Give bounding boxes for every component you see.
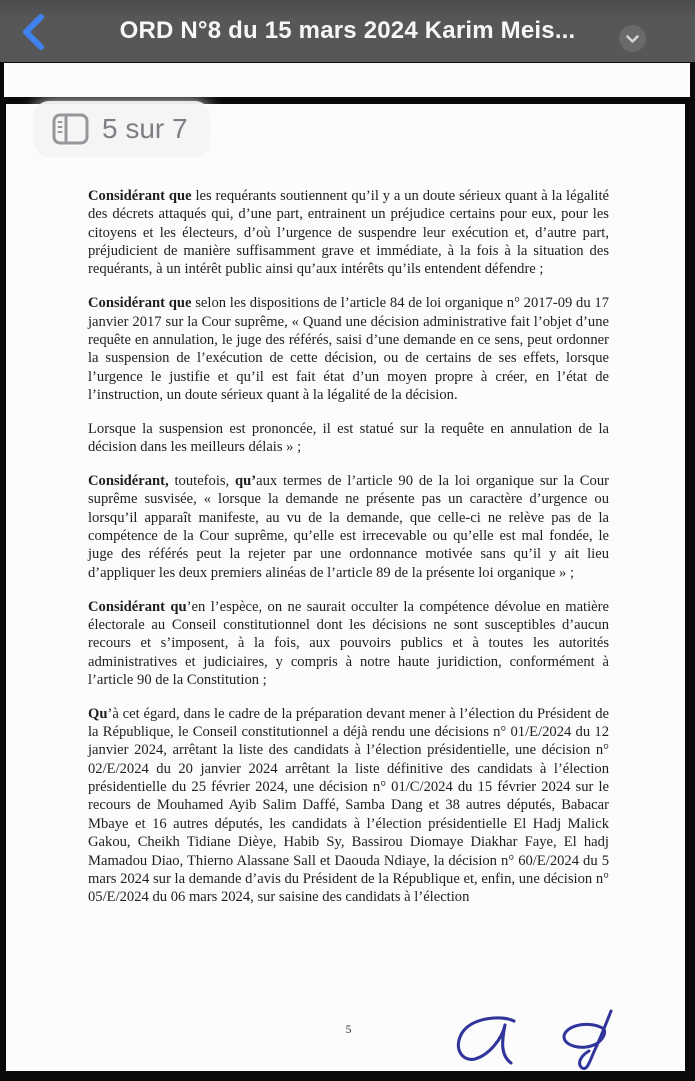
paragraph-lead: Considérant que xyxy=(88,188,196,204)
signature-paraph-alpha-icon xyxy=(450,1014,528,1075)
paragraph xyxy=(88,420,609,457)
paragraph-lead: Qu xyxy=(88,705,108,722)
paragraph xyxy=(88,705,609,907)
chevron-down-icon xyxy=(619,40,646,55)
previous-page-edge xyxy=(4,63,690,97)
chevron-left-icon xyxy=(20,12,46,55)
paragraph-lead: Considérant, xyxy=(88,472,169,489)
page-number: 5 xyxy=(345,1024,352,1036)
paragraph-text: ’à cet égard, dans le cadre de la préparation devant mener à l’élection du Président de la République, le Conseil constitutionnel a déjà rendu une décisions n° 01/E/2024 du 12 janvier 2024, arrêtant la liste des candidats à l’élection présidentielle, une décision n° 02/E/2024 du 20 janvier 2024 arrêtant la liste définitive des candidats à l’élection présidentielle du 25 février 2024, une décision n° 01/C/2024 du 15 février 2024 sur le recours de Mouhamed Ayib Salim Daffé, Samba Dang et 38 autres députés, Babacar Mbaye et 16 autres députés, les candidats à l’élection présidentielle El Hadj Malick Gakou, Cheikh Tidiane Dièye, Habib Sy, Bassirou Diomaye Diakhar Faye, El hadj Mamadou Diao, Thierno Alassane Sall et Daouda Ndiaye, la décision n° 60/E/2024 du 5 mars 2024 sur la demande d’avis du Président de la République et, enfin, une décision n° 05/E/2024 du 06 mars 2024, sur saisine des candidats à l’élection xyxy=(88,705,609,906)
paragraph-lead: Considérant qu xyxy=(88,598,187,615)
back-button[interactable] xyxy=(16,14,50,52)
paragraph-text: les requérants soutiennent qu’il y a un doute sérieux quant à la légalité des décrets attaqués qui, d’une part, entrainent un préjudice certains pour eux, pour les citoyens et les électeurs, d’où l’urgence de suspendre leur exécution et, d’autre part, préjudicient de manière suffisamment grave et immédiate, à la fois à la situation des requérants, à un intérêt public ainsi qu’aux intérêts qu’ils entendent défendre ; xyxy=(88,188,609,278)
paragraph-lead: qu’ xyxy=(235,472,257,489)
document-title: ORD N°8 du 15 mars 2024 Karim Meis... xyxy=(119,17,576,44)
signature-paraph-phi-icon xyxy=(558,1008,620,1081)
header-bar xyxy=(0,0,695,62)
page-indicator-label: 5 sur 7 xyxy=(102,113,188,144)
paragraph-text: selon les dispositions de l’article 84 de loi organique n° 2017-09 du 17 janvier 2017 sur la Cour suprême, « Quand une décision administrative fait l’objet d’une requête en annulation, le juge des référés, saisi d’une demande en ce sens, peut ordonner la suspension de l’exécution de cette décision, ou de certains de ses effets, lorsque l’urgence le justifie et qu’il est fait état d’un moyen propre à créer, en l’état de l’instruction, un doute sérieux quant à la légalité de la décision. xyxy=(88,295,609,403)
paragraph xyxy=(88,598,609,690)
paragraph-lead: Considérant que xyxy=(88,295,196,312)
paragraph-text: toutefois, xyxy=(168,472,236,489)
page-thumbnail-icon xyxy=(52,113,89,145)
document-text xyxy=(88,187,609,907)
paragraph xyxy=(88,472,609,582)
page-indicator[interactable] xyxy=(34,101,210,157)
paragraph-text: aux termes de l’article 90 de la loi organique sur la Cour suprême susvisée, « lorsque la demande ne présente pas un caractère d’urgence ou lorsqu’il apparaît manifeste, au vu de la demande, que celle-ci ne relève pas de la compétence de la Cour suprême, qu’elle est irrecevable ou qu’elle est mal fondée, le juge des référés peut la rejeter par une ordonnance motivée sans qu’il y ait lieu d’appliquer les deux premiers alinéas de l’article 89 de la présente loi organique » ; xyxy=(88,472,609,581)
pdf-viewer[interactable] xyxy=(0,62,695,1080)
paragraph-text: ’en l’espèce, on ne saurait occulter la compétence dévolue en matière électorale au Conseil constitutionnel dont les décisions ne sont susceptibles d’aucun recours et s’imposent, à la fois, aux pouvoirs publics et à toutes les autorités administratives et judiciaires, y compris à notre haute juridiction, conformément à l’article 90 de la Constitution ; xyxy=(88,598,609,688)
paragraph-text: Lorsque la suspension est prononcée, il est statué sur la requête en annulation de la décision dans les meilleurs délais » ; xyxy=(88,420,609,456)
collapse-button[interactable] xyxy=(619,25,646,52)
paragraph xyxy=(88,187,609,279)
paragraph xyxy=(88,294,609,404)
document-page xyxy=(6,104,685,1071)
